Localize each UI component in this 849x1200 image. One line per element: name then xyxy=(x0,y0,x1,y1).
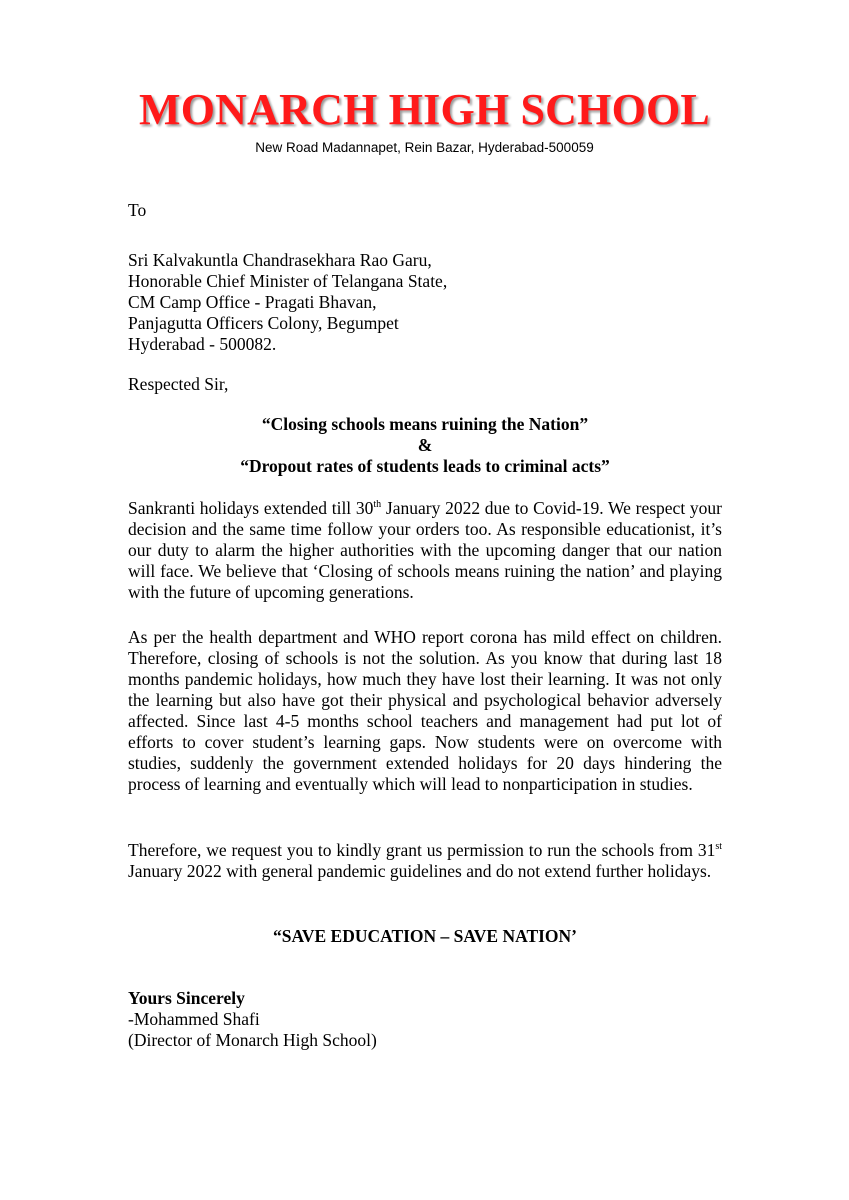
paragraph-2: As per the health department and WHO report corona has mild effect on children. Therefore, closing of schools is not the solution. As you know that during last 18 months pandemic holidays, how much they have lost their learning. It was not only the learning but also have got their physical and psychological behavior adversely affected. Since last 4-5 months school teachers and management had put lot of efforts to cover student’s learning gaps. Now students were on overcome with studies, suddenly the government extended holidays for 20 days hindering the process of learning and eventually which will lead to nonparticipation in studies. xyxy=(128,627,722,794)
recipient-line: CM Camp Office - Pragati Bhavan, xyxy=(128,292,377,312)
ordinal-suffix: th xyxy=(373,499,382,511)
paragraph-3 xyxy=(128,840,722,882)
closing xyxy=(128,988,722,1051)
signatory-title: (Director of Monarch High School) xyxy=(128,1030,377,1050)
school-address: New Road Madannapet, Rein Bazar, Hyderabad-500059 xyxy=(255,140,594,155)
signatory-name: -Mohammed Shafi xyxy=(128,1009,260,1029)
recipient-line: Sri Kalvakuntla Chandrasekhara Rao Garu, xyxy=(128,250,432,270)
slogan: “SAVE EDUCATION – SAVE NATION’ xyxy=(272,926,578,946)
ordinal-suffix: st xyxy=(715,841,722,853)
headline-line-2: “Dropout rates of students leads to criminal acts” xyxy=(240,456,610,476)
paragraph-1 xyxy=(128,498,722,603)
headline-ampersand: & xyxy=(417,435,433,455)
sign-off: Yours Sincerely xyxy=(128,988,245,1008)
headline-line-1: “Closing schools means ruining the Nation” xyxy=(261,414,589,434)
paragraph-1-start: Sankranti holidays extended till 30 xyxy=(128,498,374,518)
salutation: Respected Sir, xyxy=(128,374,229,394)
recipient-line: Honorable Chief Minister of Telangana State, xyxy=(128,271,448,291)
recipient-address xyxy=(128,250,722,355)
recipient-line: Hyderabad - 500082. xyxy=(128,334,277,354)
paragraph-3-rest: January 2022 with general pandemic guidelines and do not extend further holidays. xyxy=(128,861,712,881)
paragraph-1-rest: January 2022 due to Covid-19. We respect your decision and the same time follow your orders too. As responsible educationist, it’s our duty to alarm the higher authorities with the upcoming danger that our nation will face. We believe that ‘Closing of schools means ruining the nation’ and playing with the future of upcoming generations. xyxy=(128,498,722,602)
headline xyxy=(128,414,722,477)
recipient-line: Panjagutta Officers Colony, Begumpet xyxy=(128,313,399,333)
school-name: MONARCH HIGH SCHOOL xyxy=(139,85,710,134)
paragraph-3-start: Therefore, we request you to kindly grant us permission to run the schools from 31 xyxy=(128,840,716,860)
recipient-to: To xyxy=(128,200,147,220)
